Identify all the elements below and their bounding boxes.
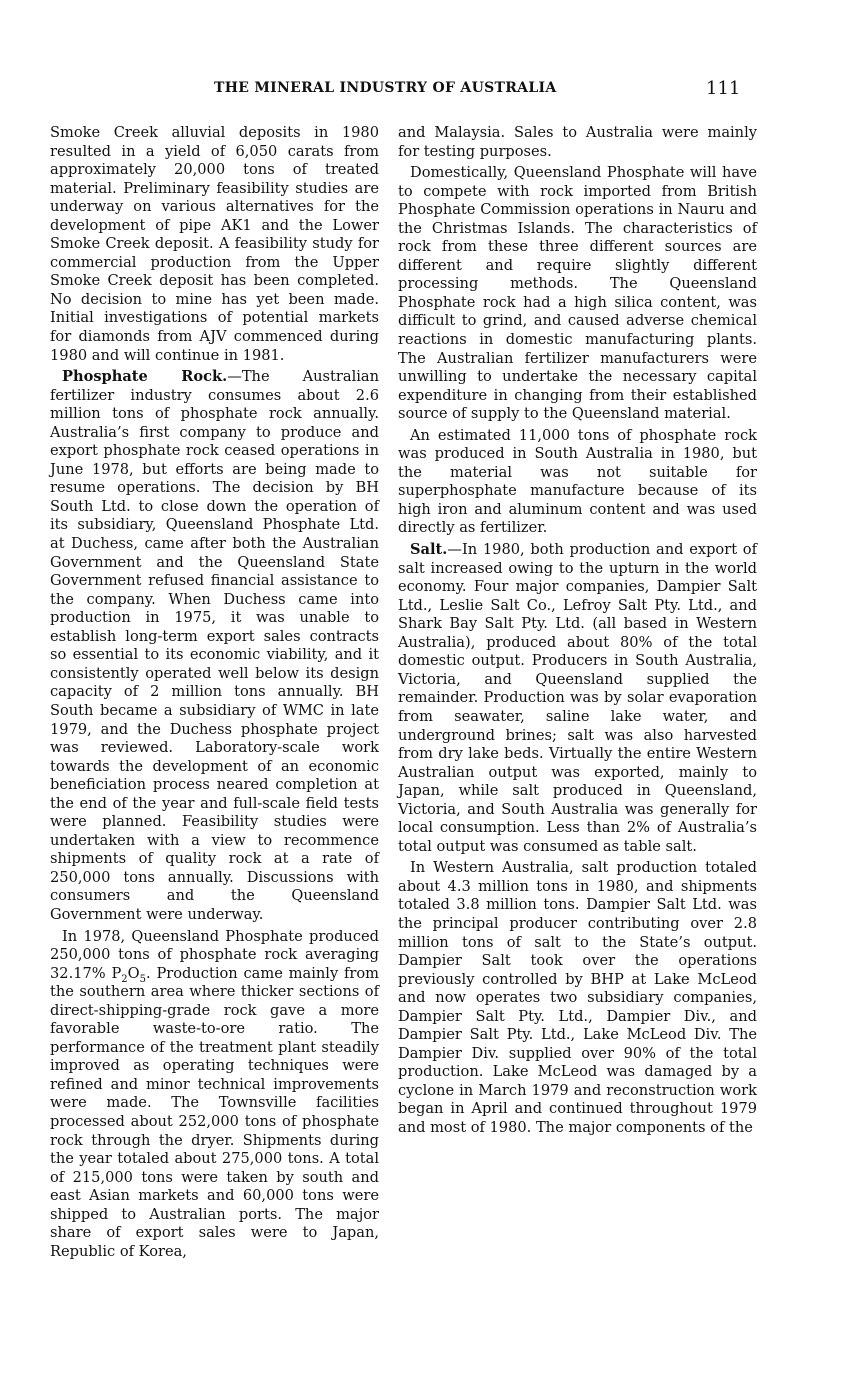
section-heading-salt: Salt. [410,541,448,559]
paragraph-phosphate-rock-body: —The Australian fertilizer industry consumes about 2.6 million tons of phosphate rock annually. Australia’s first company to produce and export phosphate rock ceased operations in June 1978, but efforts are being made to resume operations. The decision by BH South Ltd. to close down the operation of its subsidiary, Queensland Phosphate Ltd. at Duchess, came after both the Australian Government and the Queensland State Government refused financial assistance to the company. When Duchess came into production in 1975, it was unable to establish long-term export sales contracts so essential to its economic viability, and it consistently operated well below its design capacity of 2 million tons annually. BH South became a subsidiary of WMC in late 1979, and the Duchess phosphate project was reviewed. Laboratory-scale work towards the development of an economic beneficiation process neared completion at the end of the year and full-scale field tests were planned. Feasibility studies were undertaken with a view to recommence shipments of quality rock at a rate of 250,000 tons annually. Discussions with consumers and the Queensland Government were underway. [50,368,380,923]
paragraph-queensland-production [50,928,379,1262]
paragraph-sales-continued: and Malaysia. Sales to Australia were mainly for testing purposes. [398,124,757,160]
paragraph-text-part: . Production came mainly from the southern area where thicker sections of direct-shipping-grade rock gave a more favorable waste-to-ore ratio. The performance of the treatment plant steadily improved as operating techniques were refined and minor technical improvements were made. The Townsville facilities processed about 252,000 tons of phosphate rock through the dryer. Shipments during the year totaled about 275,000 tons. A total of 215,000 tons were taken by south and east Asian markets and 60,000 tons were shipped to Australian ports. The major share of export sales were to Japan, Republic of Korea, [50,964,380,1260]
paragraph-diamonds-continued: Smoke Creek alluvial deposits in 1980 resulted in a yield of 6,050 carats from approximately 20,000 tons of treated material. Preliminary feasibility studies are underway on various alternatives for the development of pipe AK1 and the Lower Smoke Creek deposit. A feasibility study for commercial production from the Upper Smoke Creek deposit has been completed. No decision to mine has yet been made. Initial investigations of potential markets for diamonds from AJV commenced during 1980 and will continue in 1981. [50,124,379,364]
right-column [398,124,757,1138]
subscript: 2 [121,973,128,985]
paragraph-text-part: In 1978, Queensland Phosphate produced 250,000 tons of phosphate rock averaging 32.17% P [50,927,379,982]
left-column [50,124,379,1261]
subscript: 5 [139,973,147,985]
paragraph-domestic-competition: Domestically, Queensland Phosphate will have to compete with rock imported from British Phosphate Commission operations in Nauru and the Christmas Islands. The characteristics of rock from these three different sources are different and require slightly different processing methods. The Queensland Phosphate rock had a high silica content, was difficult to grind, and caused adverse chemical reactions in domestic manufacturing plants. The Australian fertilizer manufacturers were unwilling to undertake the necessary capital expenditure in changing from their established source of supply to the Queensland material. [398,164,757,423]
paragraph-phosphate-rock [50,368,379,924]
paragraph-western-australia-salt: In Western Australia, salt production totaled about 4.3 million tons in 1980, and shipments totaled 3.8 million tons. Dampier Salt Ltd. was the principal producer contributing over 2.8 million tons of salt to the State’s output. Dampier Salt took over the operations previously controlled by BHP at Lake McLeod and now operates two subsidiary companies, Dampier Salt Pty. Ltd., Dampier Div., and Dampier Salt Pty. Ltd., Lake McLeod Div. The Dampier Div. supplied over 90% of the total production. Lake McLeod was damaged by a cyclone in March 1979 and reconstruction work began in April and continued throughout 1979 and most of 1980. The major components of the [398,859,757,1136]
paragraph-salt-body: —In 1980, both production and export of salt increased owing to the upturn in the world economy. Four major companies, Dampier Salt Ltd., Leslie Salt Co., Lefroy Salt Pty. Ltd., and Shark Bay Salt Pty. Ltd. (all based in Western Australia), produced about 80% of the total domestic output. Producers in South Australia, Victoria, and Queensland supplied the remainder. Production was by solar evaporation from seawater, saline lake water, and underground brines; salt was also harvested from dry lake beds. Virtually the entire Western Australian output was exported, mainly to Japan, while salt produced in Queensland, Victoria, and South Australia was generally for local consumption. Less than 2% of Australia’s total output was consumed as table salt. [398,541,757,855]
page-number: 111 [706,78,741,99]
paragraph-south-australia-phosphate: An estimated 11,000 tons of phosphate rock was produced in South Australia in 1980, but the material was not suitable for superphosphate manufacture because of its high iron and aluminum content and was used directly as fertilizer. [398,426,757,537]
paragraph-text-part: O [127,964,140,982]
section-heading-phosphate-rock: Phosphate Rock. [62,368,228,386]
running-title: THE MINERAL INDUSTRY OF AUSTRALIA [214,80,557,96]
paragraph-salt [398,541,757,856]
